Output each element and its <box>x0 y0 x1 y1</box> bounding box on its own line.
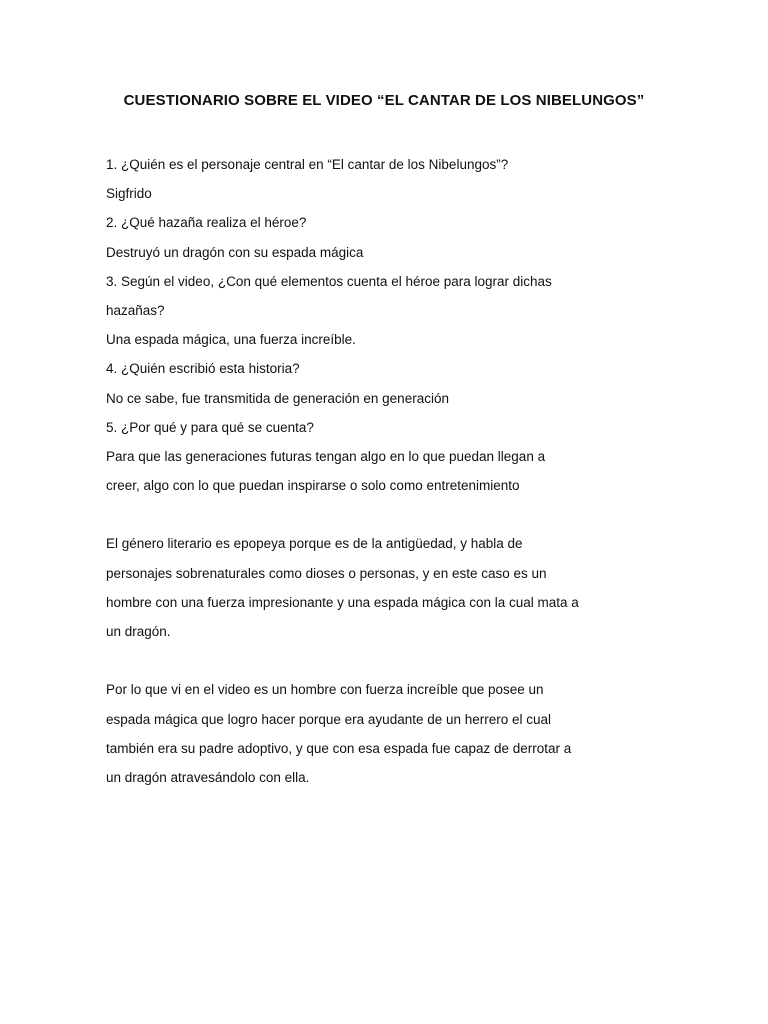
answer-4: No ce sabe, fue transmitida de generación en generación <box>106 390 449 406</box>
question-3-line-2: hazañas? <box>106 302 165 318</box>
questionnaire-body <box>106 150 666 792</box>
answer-5-line-2: creer, algo con lo que puedan inspirarse o solo como entretenimiento <box>106 478 520 494</box>
question-4: 4. ¿Quién escribió esta historia? <box>106 361 300 377</box>
question-5: 5. ¿Por qué y para qué se cuenta? <box>106 419 314 435</box>
answer-3: Una espada mágica, una fuerza increíble. <box>106 332 356 348</box>
paragraph-1-line-1: El género literario es epopeya porque es de la antigüedad, y habla de <box>106 536 523 552</box>
spacer <box>106 500 666 529</box>
paragraph-1-line-4: un dragón. <box>106 624 171 639</box>
document-title: CUESTIONARIO SOBRE EL VIDEO “EL CANTAR DE LOS NIBELUNGOS” <box>123 92 645 109</box>
paragraph-2-line-2: espada mágica que logro hacer porque era ayudante de un herrero el cual <box>106 711 552 727</box>
question-1: 1. ¿Quién es el personaje central en “El cantar de los Nibelungos”? <box>106 157 509 172</box>
paragraph-2-line-4: un dragón atravesándolo con ella. <box>106 769 310 785</box>
answer-1: Sigfrido <box>106 186 152 202</box>
answer-2: Destruyó un dragón con su espada mágica <box>106 244 364 260</box>
paragraph-1-line-3: hombre con una fuerza impresionante y una espada mágica con la cual mata a <box>106 594 579 610</box>
paragraph-1-line-2: personajes sobrenaturales como dioses o personas, y en este caso es un <box>106 565 547 581</box>
paragraph-2-line-1: Por lo que vi en el video es un hombre con fuerza increíble que posee un <box>106 682 544 698</box>
spacer <box>106 646 666 675</box>
answer-5-line-1: Para que las generaciones futuras tengan algo en lo que puedan llegan a <box>106 448 546 464</box>
question-3-line-1: 3. Según el video, ¿Con qué elementos cuenta el héroe para lograr dichas <box>106 273 552 289</box>
question-2: 2. ¿Qué hazaña realiza el héroe? <box>106 215 307 231</box>
paragraph-2-line-3: también era su padre adoptivo, y que con esa espada fue capaz de derrotar a <box>106 740 572 756</box>
